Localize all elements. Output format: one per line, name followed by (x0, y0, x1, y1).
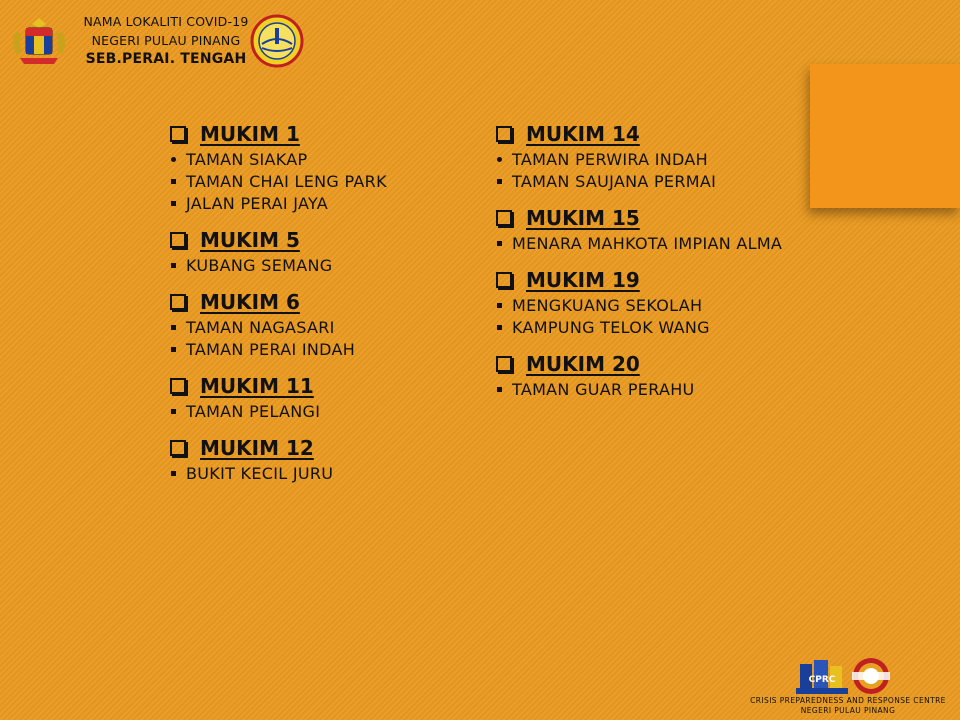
mukim-title: MUKIM 1 (200, 122, 300, 146)
mukim-title: MUKIM 12 (200, 436, 314, 460)
square-bullet-icon (171, 325, 176, 330)
location-label: BUKIT KECIL JURU (186, 463, 334, 483)
checkbox-bullet-icon (496, 126, 512, 142)
mukim-section (168, 288, 488, 360)
header-line-1: NAMA LOKALITI COVID-19 (83, 14, 249, 29)
square-bullet-icon (497, 325, 502, 330)
location-list (494, 148, 824, 192)
location-item (494, 294, 824, 316)
checkbox-bullet-icon (170, 378, 186, 394)
location-item (494, 316, 824, 338)
location-item (168, 400, 488, 422)
checkbox-bullet-icon (496, 356, 512, 372)
covid-badge-icon (850, 656, 892, 696)
footer-line-1: CRISIS PREPAREDNESS AND RESPONSE CENTRE (750, 696, 946, 705)
mukim-heading (168, 226, 488, 254)
checkbox-bullet-icon (496, 272, 512, 288)
location-label: TAMAN CHAI LENG PARK (186, 171, 387, 191)
location-list (494, 294, 824, 338)
mukim-title: MUKIM 15 (526, 206, 640, 230)
square-bullet-icon (497, 179, 502, 184)
mukim-title: MUKIM 6 (200, 290, 300, 314)
location-label: TAMAN PELANGI (186, 401, 321, 421)
checkbox-bullet-icon (170, 294, 186, 310)
location-label: JALAN PERAI JAYA (186, 193, 329, 213)
location-item (494, 148, 824, 170)
mukim-heading (494, 350, 824, 378)
mukim-title: MUKIM 20 (526, 352, 640, 376)
mukim-section (494, 204, 824, 254)
location-label: TAMAN PERAI INDAH (186, 339, 356, 359)
location-item (168, 148, 488, 170)
mukim-section (168, 372, 488, 422)
square-bullet-icon (171, 263, 176, 268)
location-label: TAMAN GUAR PERAHU (512, 379, 695, 399)
round-bullet-icon (171, 157, 176, 162)
location-label: TAMAN NAGASARI (186, 317, 335, 337)
footer-line-2: NEGERI PULAU PINANG (800, 706, 896, 715)
malaysia-coat-of-arms-icon (8, 14, 70, 70)
square-bullet-icon (497, 241, 502, 246)
location-label: TAMAN SIAKAP (186, 149, 308, 169)
mukim-heading (168, 434, 488, 462)
header-line-3: SEB.PERAI. TENGAH (85, 51, 247, 67)
square-bullet-icon (171, 471, 176, 476)
mukim-section (168, 120, 488, 214)
cprc-logo-text: CPRC (808, 675, 836, 685)
mukim-section (168, 434, 488, 484)
location-list (494, 378, 824, 400)
square-bullet-icon (171, 409, 176, 414)
mukim-section (168, 226, 488, 276)
checkbox-bullet-icon (496, 210, 512, 226)
location-item (168, 316, 488, 338)
location-label: TAMAN SAUJANA PERMAI (512, 171, 717, 191)
location-item (168, 254, 488, 276)
mukim-title: MUKIM 14 (526, 122, 640, 146)
mukim-section (494, 120, 824, 192)
header-title (76, 12, 256, 69)
checkbox-bullet-icon (170, 126, 186, 142)
checkbox-bullet-icon (170, 440, 186, 456)
location-list (168, 400, 488, 422)
location-item (168, 338, 488, 360)
mukim-section (494, 266, 824, 338)
location-list (168, 462, 488, 484)
square-bullet-icon (497, 387, 502, 392)
footer (740, 654, 956, 718)
mukim-heading (494, 204, 824, 232)
location-item (168, 462, 488, 484)
location-label: MENGKUANG SEKOLAH (512, 295, 703, 315)
left-column (168, 120, 488, 496)
right-column (494, 120, 824, 412)
location-item (168, 170, 488, 192)
location-list (168, 148, 488, 214)
cprc-logo-icon (796, 658, 848, 696)
location-item (168, 192, 488, 214)
checkbox-bullet-icon (170, 232, 186, 248)
mukim-title: MUKIM 11 (200, 374, 314, 398)
location-item (494, 170, 824, 192)
location-label: MENARA MAHKOTA IMPIAN ALMA (512, 233, 783, 253)
mukim-heading (168, 288, 488, 316)
mukim-heading (168, 372, 488, 400)
round-bullet-icon (497, 157, 502, 162)
square-bullet-icon (171, 179, 176, 184)
penang-state-logo-icon (250, 14, 304, 68)
square-bullet-icon (171, 347, 176, 352)
location-item (494, 232, 824, 254)
location-item (494, 378, 824, 400)
mukim-heading (168, 120, 488, 148)
mukim-title: MUKIM 5 (200, 228, 300, 252)
location-label: TAMAN PERWIRA INDAH (512, 149, 708, 169)
location-list (168, 316, 488, 360)
mukim-section (494, 350, 824, 400)
header-line-2: NEGERI PULAU PINANG (91, 33, 241, 48)
decorative-panel (810, 64, 960, 208)
header (8, 10, 308, 72)
mukim-heading (494, 266, 824, 294)
square-bullet-icon (171, 201, 176, 206)
footer-text (740, 696, 956, 716)
square-bullet-icon (497, 303, 502, 308)
mukim-heading (494, 120, 824, 148)
mukim-title: MUKIM 19 (526, 268, 640, 292)
location-list (494, 232, 824, 254)
location-list (168, 254, 488, 276)
location-label: KAMPUNG TELOK WANG (512, 317, 710, 337)
location-label: KUBANG SEMANG (186, 255, 333, 275)
